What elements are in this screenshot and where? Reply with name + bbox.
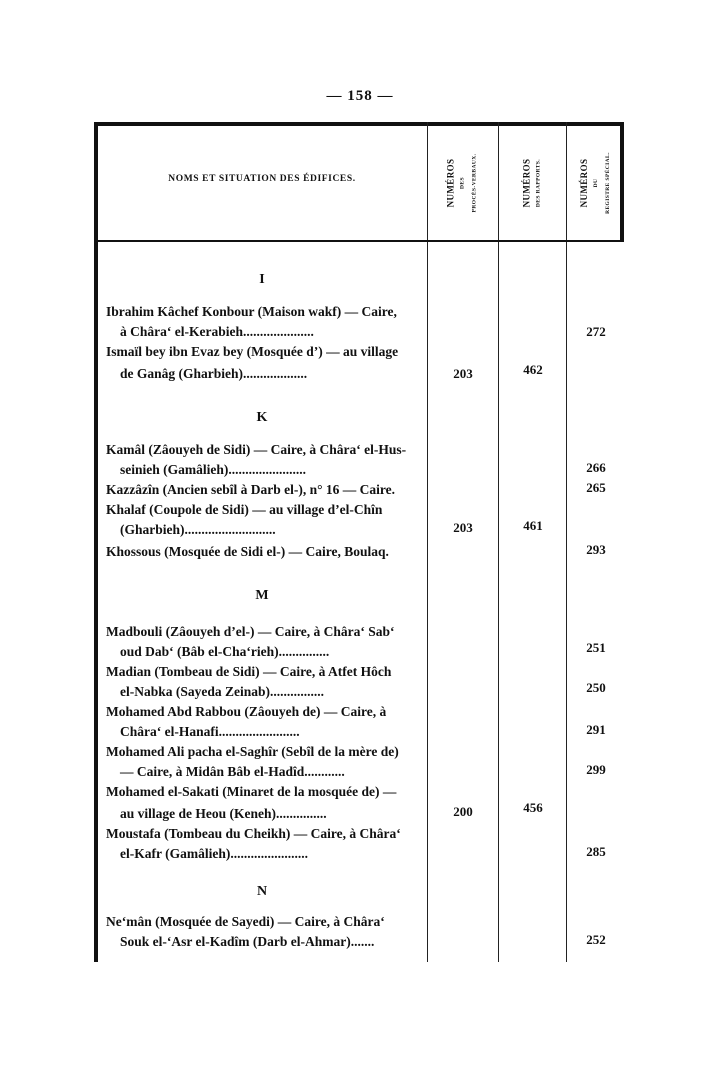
header-col3-top: NUMÉROS: [578, 158, 589, 208]
entry-line: Souk el-‘Asr el-Kadîm (Darb el-Ahmar).......: [120, 934, 375, 949]
entry-line: el-Nabka (Sayeda Zeinab)................: [120, 684, 325, 699]
registre-number: 272: [586, 324, 606, 339]
header-col2-bottom: DES RAPPORTS.: [535, 158, 541, 208]
entry-line: el-Kafr (Gamâlieh).......................: [120, 846, 308, 861]
entry-line: Kazzâzîn (Ancien sebîl à Darb el-), n° 16 — Caire.: [106, 482, 395, 497]
entry-line: à Châra‘ el-Kerabieh.....................: [120, 324, 314, 339]
entry-line: Mohamed el-Sakati (Minaret de la mosquée de) —: [106, 784, 397, 799]
section-letter-m: M: [255, 588, 269, 603]
registre-number: 285: [586, 844, 606, 859]
entry-line: Mohamed Abd Rabbou (Zâouyeh de) — Caire, à: [106, 704, 387, 719]
section-letter-i: I: [259, 272, 265, 287]
registre-number: 293: [586, 542, 606, 557]
entry-line: Kamâl (Zâouyeh de Sidi) — Caire, à Châra‘ el-Hus-: [106, 442, 407, 457]
entry-line: Ne‘mân (Mosquée de Sayedi) — Caire, à Châra‘: [106, 914, 385, 929]
section-letter-n: N: [256, 884, 268, 899]
entry-line: de Ganâg (Gharbieh)...................: [120, 366, 308, 381]
proces-verbal-number: 203: [453, 520, 473, 535]
header-col1-small: DES: [459, 177, 465, 189]
entry-line: oud Dab‘ (Bâb el-Cha‘rieh)...............: [120, 644, 330, 659]
entry-line: Khossous (Mosquée de Sidi el-) — Caire, Boulaq.: [106, 544, 389, 559]
rapport-number: 456: [523, 800, 543, 815]
entry-line: Madbouli (Zâouyeh d’el-) — Caire, à Châra‘ Sab‘: [106, 624, 395, 639]
table-left-border: [94, 122, 98, 962]
registre-number: 299: [586, 762, 606, 777]
page-number: — 158 —: [326, 88, 394, 104]
proces-verbal-number: 200: [453, 804, 473, 819]
header-col2-top: NUMÉROS: [521, 158, 531, 208]
entry-line: Mohamed Ali pacha el-Saghîr (Sebîl de la mère de): [106, 744, 399, 759]
rapport-number: 462: [523, 362, 543, 377]
section-letter-k: K: [256, 410, 268, 425]
entry-line: seinieh (Gamâlieh).......................: [120, 462, 306, 477]
entry-line: (Gharbieh)...........................: [120, 522, 276, 537]
header-registre-special: [564, 126, 628, 240]
registre-number: 250: [586, 680, 606, 695]
header-col1-top: NUMÉROS: [445, 158, 455, 208]
entry-line: Madian (Tombeau de Sidi) — Caire, à Atfet Hôch: [106, 664, 392, 679]
header-rapports: [500, 126, 564, 240]
entry-line: — Caire, à Midân Bâb el-Hadîd............: [120, 764, 345, 779]
header-names-column: NOMS ET SITUATION DES ÉDIFICES.: [168, 174, 356, 184]
registre-number: 251: [586, 640, 606, 655]
entry-line: au village de Heou (Keneh)...............: [120, 806, 327, 821]
registre-number: 265: [586, 480, 606, 495]
registre-number: 291: [586, 722, 606, 737]
registre-number: 266: [586, 460, 606, 475]
registre-number: 252: [586, 932, 606, 947]
rapport-number: 461: [523, 518, 543, 533]
entry-line: Khalaf (Coupole de Sidi) — au village d’el-Chîn: [106, 502, 383, 517]
index-table: [94, 122, 624, 962]
entry-line: Ismaïl bey ibn Evaz bey (Mosquée d’) — au village: [106, 344, 399, 359]
entry-line: Ibrahim Kâchef Konbour (Maison wakf) — Caire,: [106, 304, 397, 319]
header-rule: [94, 240, 624, 242]
entry-line: Châra‘ el-Hanafi........................: [120, 724, 300, 739]
header-col3-bottom: REGISTRE SPÉCIAL.: [604, 152, 611, 214]
column-divider: [427, 122, 428, 962]
proces-verbal-number: 203: [453, 366, 473, 381]
header-col3-small: DU: [592, 178, 599, 188]
column-divider: [566, 122, 567, 962]
entry-line: Moustafa (Tombeau du Cheikh) — Caire, à Châra‘: [106, 826, 401, 841]
header-proces-verbaux: [430, 126, 494, 240]
column-divider: [498, 122, 499, 962]
header-col1-bottom: PROCÈS-VERBAUX.: [471, 153, 477, 213]
